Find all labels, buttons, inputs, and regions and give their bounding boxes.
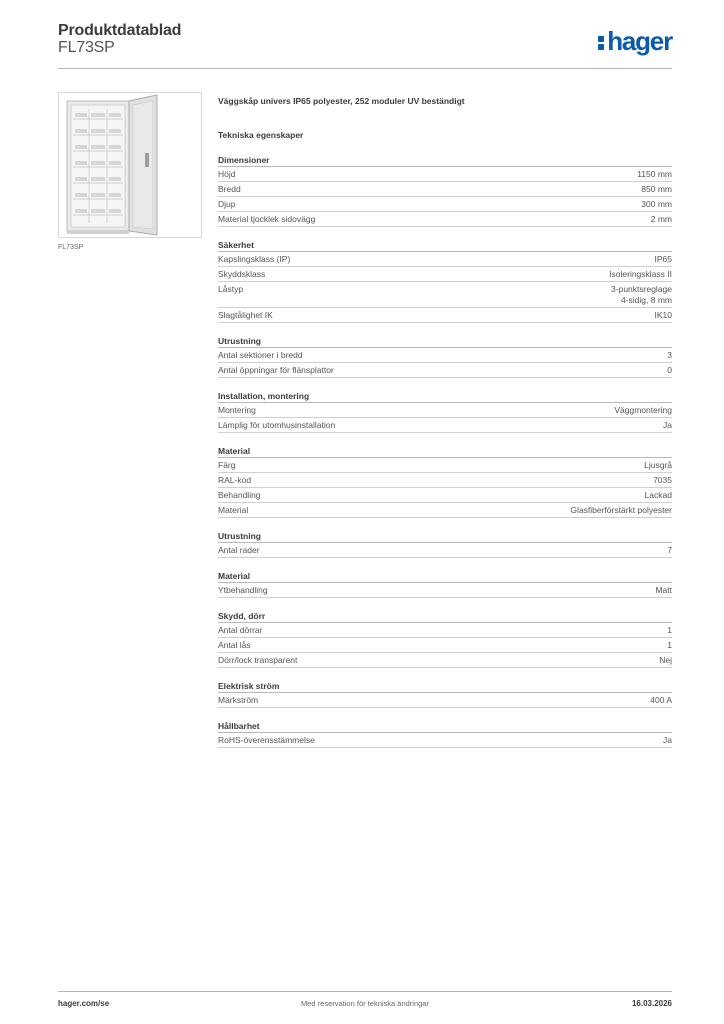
spec-group-title: Säkerhet (218, 240, 672, 252)
spec-row (218, 403, 672, 418)
spec-value: Matt (655, 584, 672, 595)
spec-value: Nej (659, 654, 672, 665)
spec-row (218, 282, 672, 308)
spec-row (218, 583, 672, 598)
spec-value: 300 mm (641, 198, 672, 209)
spec-group (218, 721, 672, 748)
spec-value: 1 (667, 624, 672, 635)
spec-label: Antal dörrar (218, 625, 263, 635)
spec-group-title: Material (218, 446, 672, 458)
cabinet-icon (59, 93, 201, 237)
logo-dots-icon (598, 30, 605, 52)
spec-group (218, 681, 672, 708)
spec-row (218, 363, 672, 378)
spec-value: IK10 (654, 309, 672, 320)
spec-label: Kapslingsklass (IP) (218, 254, 291, 264)
spec-value: 0 (667, 364, 672, 375)
spec-group-title: Dimensioner (218, 155, 672, 167)
spec-group (218, 391, 672, 433)
spec-value: 400 A (650, 694, 672, 705)
spec-value: Lackad (644, 489, 672, 500)
spec-label: Slagtålighet IK (218, 310, 273, 320)
spec-label: Dörr/lock transparent (218, 655, 298, 665)
spec-label: Montering (218, 405, 256, 415)
spec-value: Väggmontering (614, 404, 672, 415)
spec-value: 7035 (653, 474, 672, 485)
spec-row (218, 503, 672, 518)
spec-value: 1150 mm (637, 168, 672, 179)
spec-group (218, 240, 672, 323)
spec-label: Material (218, 505, 249, 515)
spec-group (218, 446, 672, 518)
spec-label: Bredd (218, 184, 241, 194)
spec-row (218, 348, 672, 363)
spec-group-title: Hållbarhet (218, 721, 672, 733)
spec-row (218, 638, 672, 653)
spec-label: Antal rader (218, 545, 260, 555)
footer-date: 16.03.2026 (631, 999, 672, 1008)
hager-logo (598, 28, 672, 54)
spec-label: Behandling (218, 490, 261, 500)
spec-group (218, 531, 672, 558)
document-footer (58, 991, 672, 1011)
spec-group-title: Elektrisk ström (218, 681, 672, 693)
spec-value: Ja (663, 734, 672, 745)
product-image (58, 92, 202, 238)
spec-value: Glasfiberförstärkt polyester (570, 504, 672, 515)
spec-row (218, 308, 672, 323)
spec-label: Antal öppningar för flänsplattor (218, 365, 334, 375)
spec-row (218, 653, 672, 668)
spec-group (218, 155, 672, 227)
spec-row (218, 212, 672, 227)
spec-group-title: Utrustning (218, 531, 672, 543)
spec-value: Ja (663, 419, 672, 430)
spec-row (218, 543, 672, 558)
footer-website: hager.com/se (58, 999, 110, 1008)
spec-value: 3 (667, 349, 672, 360)
spec-value: 2 mm (650, 213, 672, 224)
spec-row (218, 458, 672, 473)
spec-group-title: Material (218, 571, 672, 583)
product-name: Väggskåp univers IP65 polyester, 252 moduler UV beständigt (218, 96, 465, 106)
spec-value: IP65 (654, 253, 672, 264)
spec-group-title: Utrustning (218, 336, 672, 348)
spec-value: Ljusgrå (644, 459, 672, 470)
logo-text: hager (607, 26, 672, 56)
spec-label: Antal lås (218, 640, 251, 650)
spec-row (218, 197, 672, 212)
spec-row (218, 267, 672, 282)
spec-label: RoHS-överensstämmelse (218, 735, 315, 745)
spec-row (218, 167, 672, 182)
spec-row (218, 488, 672, 503)
spec-value: 3-punktsreglage 4-sidig, 8 mm (611, 283, 672, 305)
spec-label: Djup (218, 199, 236, 209)
spec-row (218, 733, 672, 748)
document-header (58, 22, 672, 69)
spec-row (218, 418, 672, 433)
spec-group-title: Installation, montering (218, 391, 672, 403)
spec-row (218, 473, 672, 488)
spec-row (218, 623, 672, 638)
spec-group (218, 571, 672, 598)
spec-label: Märkström (218, 695, 259, 705)
spec-label: Låstyp (218, 284, 244, 294)
spec-label: Lämplig för utomhusinstallation (218, 420, 336, 430)
spec-groups (218, 155, 672, 748)
spec-group (218, 611, 672, 668)
product-code: FL73SP (58, 39, 115, 56)
spec-label: RAL-kod (218, 475, 252, 485)
spec-label: Höjd (218, 169, 236, 179)
spec-label: Färg (218, 460, 236, 470)
spec-row (218, 693, 672, 708)
footer-notice: Med reservation för tekniska ändringar (301, 999, 429, 1008)
spec-value: 1 (667, 639, 672, 650)
spec-label: Antal sektioner i bredd (218, 350, 303, 360)
spec-row (218, 252, 672, 267)
spec-label: Material tjocklek sidovägg (218, 214, 316, 224)
spec-label: Ytbehandling (218, 585, 268, 595)
spec-label: Skyddsklass (218, 269, 266, 279)
spec-group-title: Skydd, dörr (218, 611, 672, 623)
spec-group (218, 336, 672, 378)
section-title: Tekniska egenskaper (218, 130, 304, 140)
spec-row (218, 182, 672, 197)
spec-value: 7 (667, 544, 672, 555)
product-spec-content (218, 96, 672, 748)
spec-value: 850 mm (641, 183, 672, 194)
spec-value: Isoleringsklass II (609, 268, 672, 279)
document-title: Produktdatablad (58, 22, 182, 39)
image-caption: FL73SP (58, 244, 84, 251)
